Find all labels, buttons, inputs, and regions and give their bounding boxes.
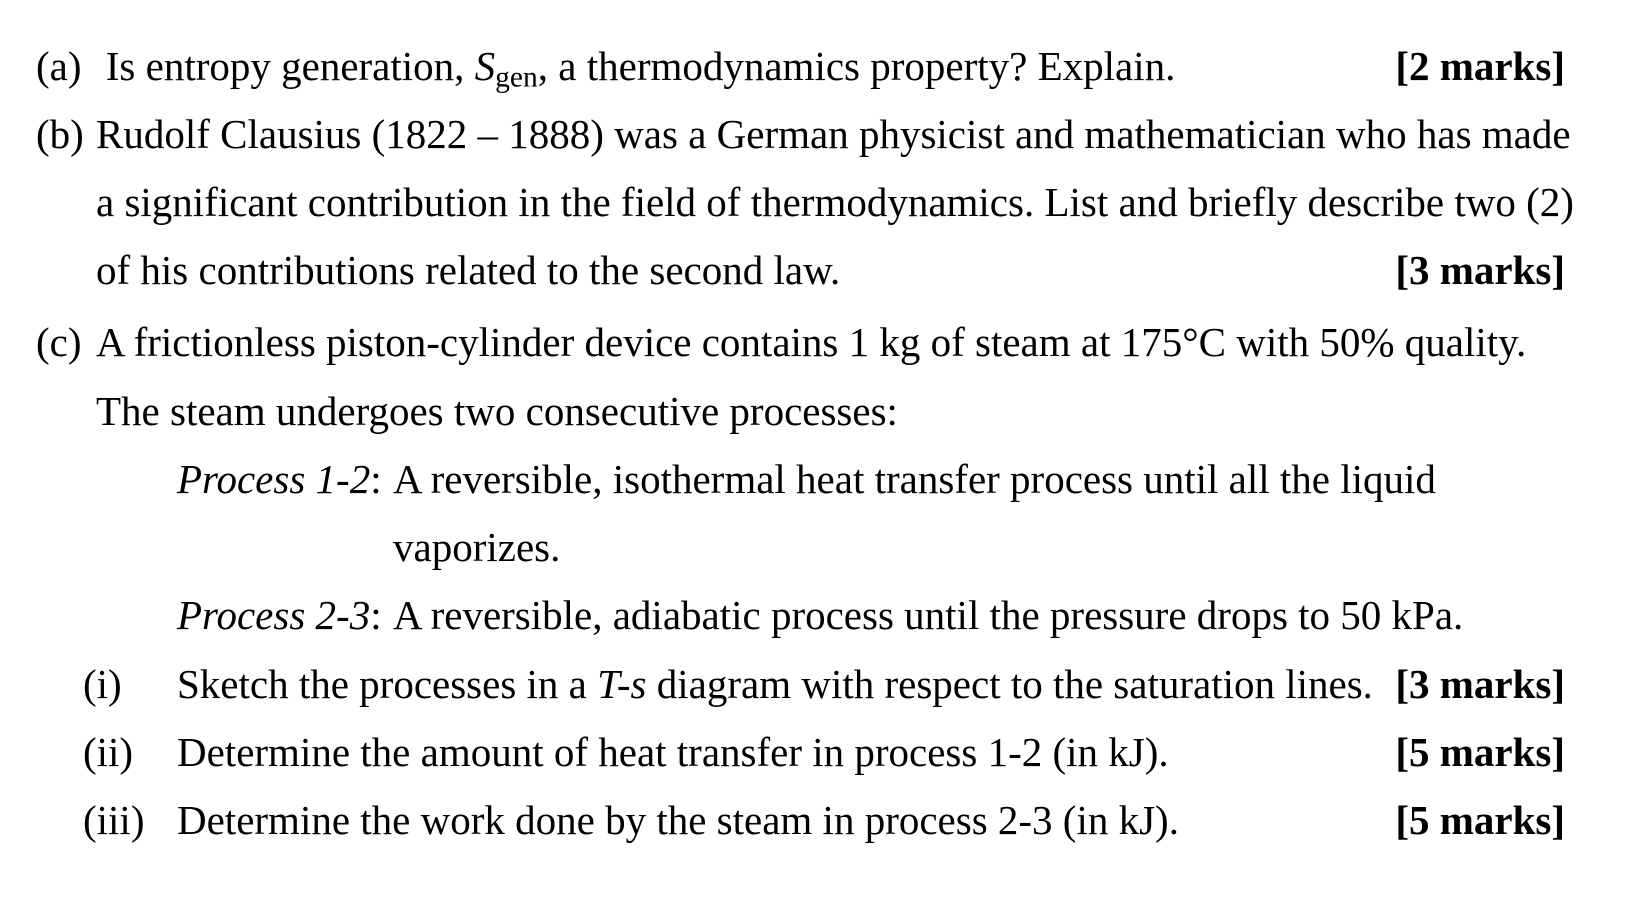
question-a-text-after: , a thermodynamics property? Explain. xyxy=(537,43,1176,89)
sub-question-i-label: (i) xyxy=(83,661,122,707)
sub-question-i-marks: [3 marks] xyxy=(1395,661,1565,707)
sub-question-ii-label: (ii) xyxy=(83,729,134,775)
sub-question-iii-label: (iii) xyxy=(83,797,145,843)
question-b-line-3-text: of his contributions related to the second law. xyxy=(96,247,841,293)
sub-question-ii-marks: [5 marks] xyxy=(1395,729,1565,775)
entropy-subscript: gen xyxy=(495,61,538,94)
question-c-label: (c) xyxy=(36,319,82,365)
sub-question-iii-marks: [5 marks] xyxy=(1395,797,1565,843)
question-b-line-2-text: a significant contribution in the field of thermodynamics. List and briefly describe two (2) xyxy=(96,179,1574,225)
t-s-symbol: T-s xyxy=(597,661,647,707)
sub-question-i-text: Sketch the processes in a T-s diagram with respect to the saturation lines. xyxy=(177,661,1373,707)
question-a-text-before: Is entropy generation, xyxy=(105,43,475,89)
question-a-line xyxy=(36,43,1176,94)
question-a-marks: [2 marks] xyxy=(1395,43,1565,89)
question-b-label: (b) xyxy=(36,111,84,157)
process-1-2-name: Process 1-2: xyxy=(177,456,382,502)
sub-question-iii-text: Determine the work done by the steam in process 2-3 (in kJ). xyxy=(177,797,1179,843)
question-b-line-1 xyxy=(36,111,84,157)
sub-question-ii-text: Determine the amount of heat transfer in process 1-2 (in kJ). xyxy=(177,729,1169,775)
process-1-2-text-1: A reversible, isothermal heat transfer process until all the liquid xyxy=(393,456,1436,502)
question-c-line-1-text: A frictionless piston-cylinder device contains 1 kg of steam at 175°C with 50% quality. xyxy=(96,319,1527,365)
question-a-label: (a) xyxy=(36,43,82,89)
question-c-line-2-text: The steam undergoes two consecutive processes: xyxy=(96,388,898,434)
process-2-3-name: Process 2-3: xyxy=(177,592,382,638)
process-2-3-text: A reversible, adiabatic process until the pressure drops to 50 kPa. xyxy=(393,592,1464,638)
question-b-marks: [3 marks] xyxy=(1395,247,1565,293)
question-b-line-1-text: Rudolf Clausius (1822 – 1888) was a German physicist and mathematician who has made xyxy=(96,111,1571,157)
entropy-symbol: S xyxy=(474,43,496,89)
process-1-2-text-2: vaporizes. xyxy=(393,524,561,570)
